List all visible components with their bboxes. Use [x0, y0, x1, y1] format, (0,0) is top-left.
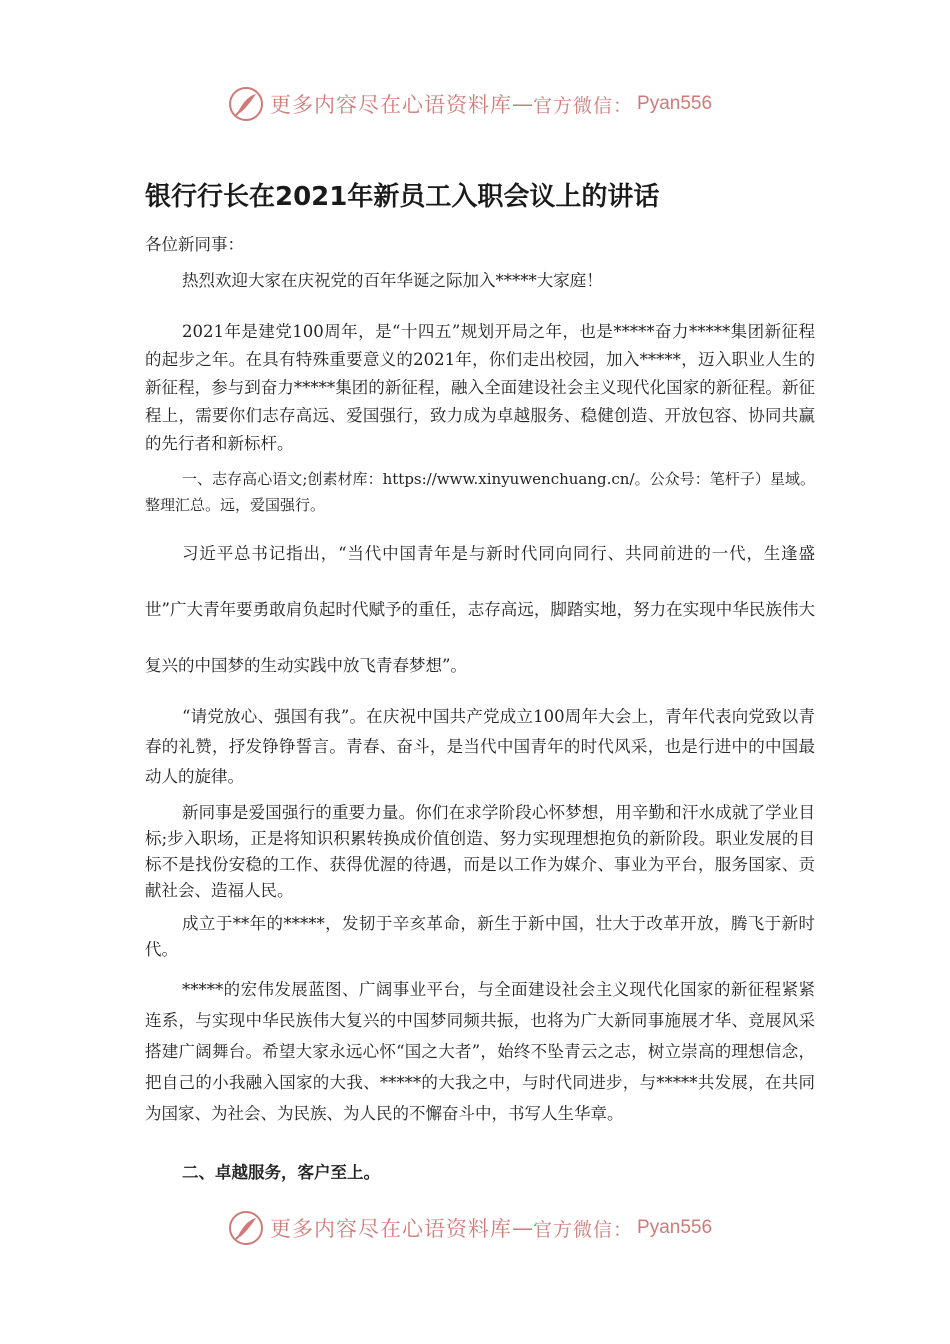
- paragraph-2021: 2021年是建党100周年，是“十四五”规划开局之年，也是*****奋力*****集团新征程的起步之年。在具有特殊重要意义的2021年，你们走出校园，加入*****，迈入职业人生的新征程，参与到奋力*****集团的新征程，融入全面建设社会主义现代化国家的新征程。新征程上，需要你们志存高远、爱国强行，致力成为卓越服务、稳健创造、开放包容、协同共赢的先行者和新标杆。: [145, 322, 815, 453]
- brand-dash: —: [512, 92, 533, 116]
- header-brand: [228, 84, 712, 124]
- salutation: 各位新同事：: [145, 235, 244, 254]
- footer-brand: [228, 1208, 712, 1248]
- paragraph-xi-quote: 习近平总书记指出，“当代中国青年是与新时代同向同行、共同前进的一代，生逢盛世”广大青年要勇敢肩负起时代赋予的重任，志存高远，脚踏实地，努力在实现中华民族伟大复兴的中国梦的生动实践中放飞青春梦想”。: [145, 544, 815, 675]
- quill-logo-icon: [228, 1210, 264, 1246]
- brand-wechat-id: Pyan556: [637, 93, 713, 114]
- brand-dash: —: [512, 1216, 533, 1240]
- paragraph-section-one: 一、志存高心语文;创素材库：https://www.xinyuwenchuang.cn/。公众号：笔杆子）星域。整理汇总。远，爱国强行。: [145, 470, 815, 514]
- paragraph-welcome: 热烈欢迎大家在庆祝党的百年华诞之际加入*****大家庭！: [182, 271, 603, 290]
- paragraph-history: 成立于**年的*****，发韧于辛亥革命，新生于新中国，壮大于改革开放，腾飞于新时代。: [145, 914, 815, 959]
- document-title: 银行行长在2021年新员工入职会议上的讲话: [145, 182, 660, 212]
- brand-wechat-label: 官方微信：: [533, 1218, 634, 1241]
- quill-logo-icon: [228, 86, 264, 122]
- section-two-heading: 二、卓越服务，客户至上。: [182, 1163, 380, 1182]
- brand-wechat-id: Pyan556: [637, 1217, 713, 1238]
- brand-site-text: 更多内容尽在心语资料库: [270, 1217, 512, 1241]
- paragraph-blueprint: *****的宏伟发展蓝图、广阔事业平台，与全面建设社会主义现代化国家的新征程紧紧连系，与实现中华民族伟大复兴的中国梦同频共振，也将为广大新同事施展才华、竞展风采搭建广阔舞台。希望大家永远心怀“国之大者”，始终不坠青云之志，树立崇高的理想信念，把自己的小我融入国家的大我、*****的大我之中，与时代同进步，与*****共发展，在共同为国家、为社会、为民族、为人民的不懈奋斗中，书写人生华章。: [145, 980, 815, 1123]
- paragraph-pledge: “请党放心、强国有我”。在庆祝中国共产党成立100周年大会上，青年代表向党致以青春的礼赞，抒发铮铮誓言。青春、奋斗，是当代中国青年的时代风采，也是行进中的中国最动人的旋律。: [145, 707, 815, 786]
- brand-site-text: 更多内容尽在心语资料库: [270, 93, 512, 117]
- paragraph-new-colleagues: 新同事是爱国强行的重要力量。你们在求学阶段心怀梦想，用辛勤和汗水成就了学业目标;步入职场，正是将知识积累转换成价值创造、努力实现理想抱负的新阶段。职业发展的目标不是找份安稳的工作、获得优渥的待遇，而是以工作为媒介、事业为平台，服务国家、贡献社会、造福人民。: [145, 803, 815, 900]
- brand-wechat-label: 官方微信：: [533, 94, 634, 117]
